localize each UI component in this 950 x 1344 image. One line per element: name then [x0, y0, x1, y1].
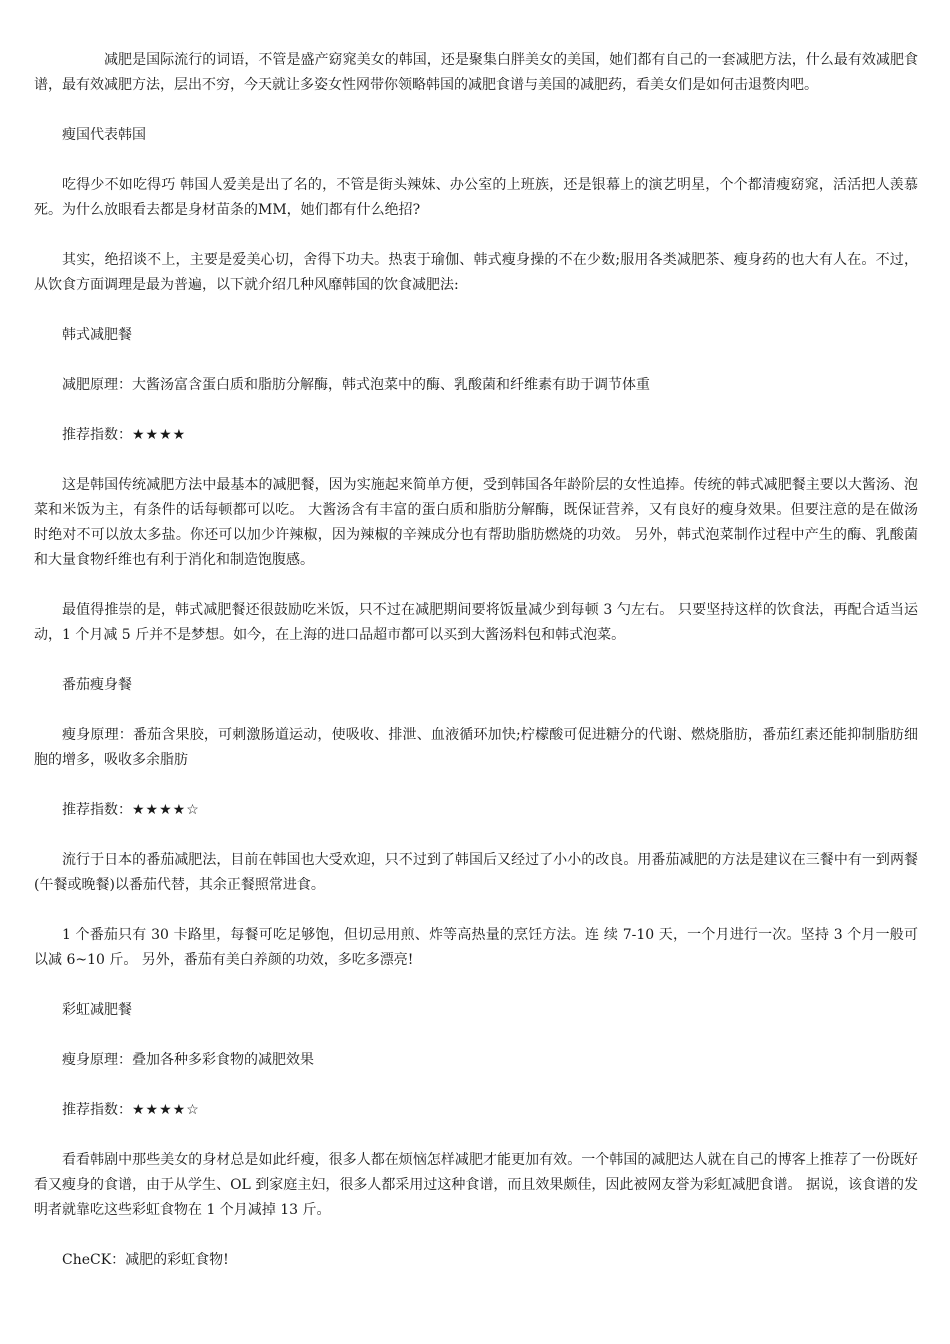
rating-stars: ★★★★☆ [132, 802, 200, 818]
tomato-diet-paragraph-1: 流行于日本的番茄减肥法，目前在韩国也大受欢迎，只不过到了韩国后又经过了小小的改良。用番茄减肥的方法是建议在三餐中有一到两餐(午餐或晚餐)以番茄代替，其余正餐照常进食。 [34, 852, 918, 893]
tomato-diet-paragraph-2: 1 个番茄只有 30 卡路里，每餐可吃足够饱，但切忌用煎、炸等高热量的烹饪方法。连 续 7-10 天，一个月进行一次。坚持 3 个月一般可以减 6~10 斤。 另外，番茄有美白养颜的功效，多吃多漂亮! [34, 927, 918, 968]
rating-label: 推荐指数： [62, 427, 132, 443]
meal-principle-rainbow-diet: 瘦身原理：叠加各种多彩食物的减肥效果 [62, 1052, 314, 1068]
check-line: CheCK：减肥的彩虹食物! [62, 1252, 229, 1268]
meal-title-korean-diet: 韩式减肥餐 [62, 327, 132, 343]
korean-diet-paragraph-1: 这是韩国传统减肥方法中最基本的减肥餐，因为实施起来简单方便，受到韩国各年龄阶层的女性追捧。传统的韩式减肥餐主要以大酱汤、泡菜和米饭为主，有条件的话每顿都可以吃。 大酱汤含有丰富的蛋白质和脂肪分解酶，既保证营养，又有良好的瘦身效果。但要注意的是在做汤时绝对不可以放太多盐。你还可以加少许辣椒，因为辣椒的辛辣成分也有帮助脂肪燃烧的功效。 另外，韩式泡菜制作过程中产生的酶、乳酸菌和大量食物纤维也有利于消化和制造饱腹感。 [34, 477, 918, 568]
rating-tomato-diet [34, 798, 918, 823]
korean-diet-paragraph-2: 最值得推崇的是，韩式减肥餐还很鼓励吃米饭，只不过在减肥期间要将饭量减少到每顿 3 勺左右。 只要坚持这样的饮食法，再配合适当运动，1 个月减 5 斤并不是梦想。如今，在上海的进口品超市都可以买到大酱汤料包和韩式泡菜。 [34, 602, 918, 643]
rating-label: 推荐指数： [62, 802, 132, 818]
rainbow-diet-paragraph-1: 看看韩剧中那些美女的身材总是如此纤瘦，很多人都在烦恼怎样减肥才能更加有效。一个韩国的减肥达人就在自己的博客上推荐了一份既好看又瘦身的食谱，由于从学生、OL 到家庭主妇，很多人都采用过这种食谱，而且效果颇佳，因此被网友誉为彩虹减肥食谱。 据说，该食谱的发明者就靠吃这些彩虹食物在 1 个月减掉 13 斤。 [34, 1152, 918, 1218]
rating-korean-diet [34, 423, 918, 448]
rating-rainbow-diet [34, 1098, 918, 1123]
korea-paragraph-1: 吃得少不如吃得巧 韩国人爱美是出了名的，不管是街头辣妹、办公室的上班族，还是银幕上的演艺明星，个个都清瘦窈窕，活活把人羡慕死。为什么放眼看去都是身材苗条的MM，她们都有什么绝招? [34, 177, 918, 218]
intro-paragraph: 减肥是国际流行的词语，不管是盛产窈窕美女的韩国，还是聚集白胖美女的美国，她们都有自己的一套减肥方法，什么最有效减肥食谱，最有效减肥方法，层出不穷，今天就让多姿女性网带你领略韩国的减肥食谱与美国的减肥药，看美女们是如何击退赘肉吧。 [34, 52, 918, 93]
korea-paragraph-2: 其实，绝招谈不上，主要是爱美心切，舍得下功夫。热衷于瑜伽、韩式瘦身操的不在少数;服用各类减肥茶、瘦身药的也大有人在。不过，从饮食方面调理是最为普遍，以下就介绍几种风靡韩国的饮食减肥法: [34, 252, 918, 293]
rating-label: 推荐指数： [62, 1102, 132, 1118]
rating-stars: ★★★★ [132, 427, 187, 443]
document-body [34, 48, 918, 1298]
meal-principle-tomato-diet: 瘦身原理：番茄含果胶，可刺激肠道运动，使吸收、排泄、血液循环加快;柠檬酸可促进糖分的代谢、燃烧脂肪，番茄红素还能抑制脂肪细胞的增多，吸收多余脂肪 [34, 727, 918, 768]
meal-title-rainbow-diet: 彩虹减肥餐 [62, 1002, 132, 1018]
rating-stars: ★★★★☆ [132, 1102, 200, 1118]
meal-principle-korean-diet: 减肥原理：大酱汤富含蛋白质和脂肪分解酶，韩式泡菜中的酶、乳酸菌和纤维素有助于调节体重 [62, 377, 650, 393]
meal-title-tomato-diet: 番茄瘦身餐 [62, 677, 132, 693]
section-title-korea: 瘦国代表韩国 [62, 127, 146, 143]
